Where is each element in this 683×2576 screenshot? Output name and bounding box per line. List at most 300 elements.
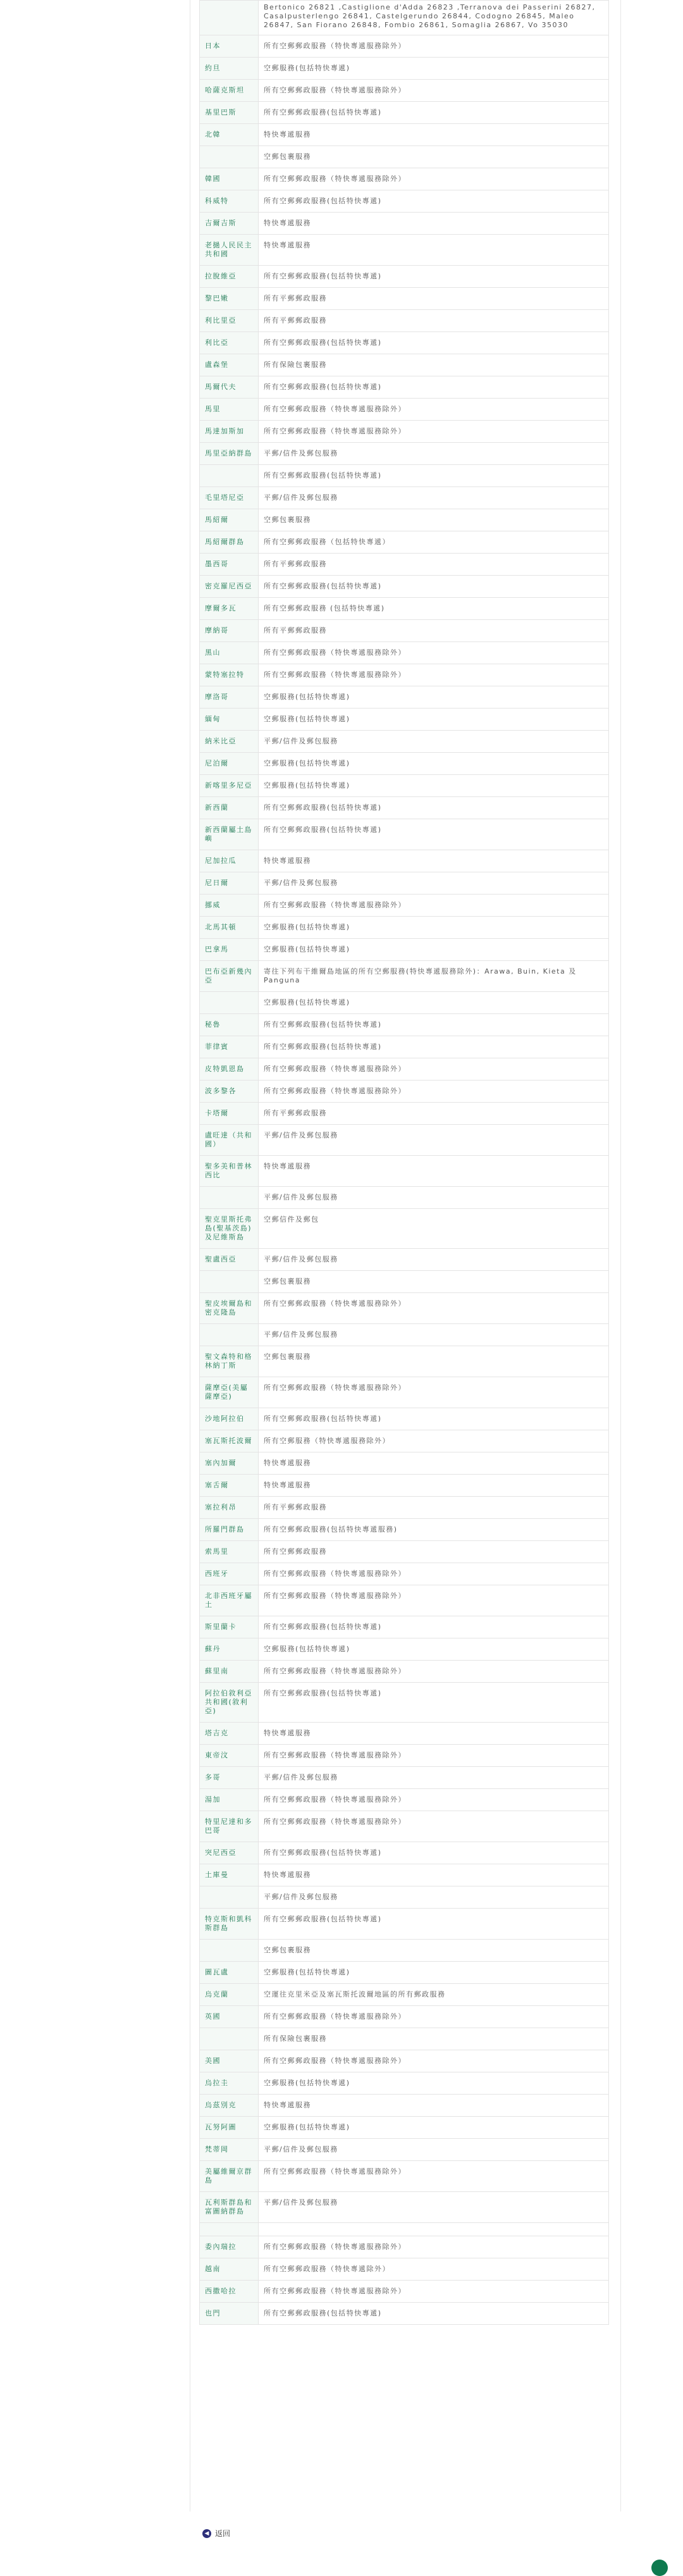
service-cell: 空郵服務(包括特快專遞) [259, 58, 609, 80]
country-cell: 瓦努阿圖 [200, 2117, 259, 2139]
service-cell: 所有空郵郵政服務(包括特快專遞) [259, 1842, 609, 1864]
country-cell: 新西蘭屬土島嶼 [200, 819, 259, 850]
service-cell: 特快專遞服務 [259, 235, 609, 266]
table-row [200, 1430, 609, 1452]
country-cell: 阿拉伯敘利亞共和國(敘利亞) [200, 1683, 259, 1723]
table-row [200, 399, 609, 421]
country-cell: 老撾人民民主共和國 [200, 235, 259, 266]
service-cell: 空運往克里米亞及塞瓦斯托波爾地區的所有郵政服務 [259, 1984, 609, 2006]
country-cell: 皮特凱恩島 [200, 1058, 259, 1081]
country-cell: 韓國 [200, 168, 259, 190]
service-cell: 空郵包裹服務 [259, 146, 609, 168]
country-cell: 塞拉利昂 [200, 1497, 259, 1519]
service-cell: 所有平郵郵政服務 [259, 620, 609, 642]
country-cell [200, 146, 259, 168]
country-cell: 拉脫維亞 [200, 266, 259, 288]
service-cell: 所有空郵郵政服務(包括特快專遞) [259, 1036, 609, 1058]
table-row [200, 1271, 609, 1293]
suspension-table [199, 0, 609, 2325]
country-cell: 基里巴斯 [200, 102, 259, 124]
country-cell [200, 2028, 259, 2050]
service-cell: 所有空郵郵政服務(包括特快專遞) [259, 1616, 609, 1638]
country-cell: 納米比亞 [200, 731, 259, 753]
service-cell: 所有空郵郵政服務(包括特快專遞服務) [259, 1519, 609, 1541]
country-cell: 特里尼達和多巴哥 [200, 1811, 259, 1842]
table-row [200, 1864, 609, 1886]
service-cell: 所有空郵郵政服務(包括特快專遞) [259, 190, 609, 213]
service-cell: 空郵服務(包括特快專遞) [259, 1962, 609, 1984]
service-cell: 所有空郵郵政服務（特快專遞服務除外） [259, 168, 609, 190]
country-cell: 挪威 [200, 895, 259, 917]
country-cell: 土庫曼 [200, 1864, 259, 1886]
country-cell: 瓦利斯群島和富圖納群島 [200, 2192, 259, 2223]
table-row [200, 1081, 609, 1103]
table-row [200, 1293, 609, 1324]
back-link[interactable] [202, 2528, 230, 2539]
table-row [200, 1767, 609, 1789]
table-row [200, 709, 609, 731]
back-label: 返回 [215, 2529, 231, 2538]
country-cell: 吉爾吉斯 [200, 213, 259, 235]
country-cell: 蒙特塞拉特 [200, 664, 259, 686]
service-cell: 空郵包裹服務 [259, 1271, 609, 1293]
service-cell: 所有空郵郵政服務（特快專遞服務除外） [259, 399, 609, 421]
table-row [200, 146, 609, 168]
table-row [200, 1452, 609, 1475]
table-row [200, 731, 609, 753]
service-cell: 空郵服務(包括特快專遞) [259, 917, 609, 939]
service-cell: 所有空郵郵政服務（特快專遞服務除外） [259, 1563, 609, 1585]
table-row [200, 819, 609, 850]
country-cell: 秘魯 [200, 1014, 259, 1036]
service-cell: 所有平郵郵政服務 [259, 1497, 609, 1519]
service-cell: 空郵服務(包括特快專遞) [259, 939, 609, 961]
service-cell: 所有平郵郵政服務 [259, 288, 609, 310]
service-cell: 所有空郵郵政服務(包括特快專遞) [259, 376, 609, 399]
table-row [200, 266, 609, 288]
country-cell: 盧森堡 [200, 354, 259, 376]
country-cell: 利比里亞 [200, 310, 259, 332]
country-cell: 也門 [200, 2303, 259, 2325]
service-cell: 空郵服務(包括特快專遞) [259, 709, 609, 731]
service-cell: 所有空郵郵政服務(包括特快專遞) [259, 266, 609, 288]
table-row [200, 310, 609, 332]
table-row [200, 1058, 609, 1081]
table-row [200, 872, 609, 895]
service-cell: 特快專遞服務 [259, 1864, 609, 1886]
service-cell: 所有空郵郵政服務（特快專遞服務除外） [259, 2236, 609, 2258]
service-cell: 特快專遞服務 [259, 850, 609, 872]
service-cell: 平郵/信件及郵包服務 [259, 1324, 609, 1346]
table-row [200, 465, 609, 487]
country-cell: 馬里 [200, 399, 259, 421]
service-cell: 特快專遞服務 [259, 124, 609, 146]
table-row [200, 1940, 609, 1962]
service-cell: 所有空郵郵政服務（特快專遞除外） [259, 2258, 609, 2281]
table-row [200, 775, 609, 797]
service-cell: Bertonico 26821 ,Castiglione d'Adda 26823 ,Terranova dei Passerini 26827, Casalpusterlengo 26841, Castelgerundo 26844, Codogno 26845, Maleo 26847, San Fiorano 26848, Fombio 26861, Somaglia 26867, Vo 35030 [259, 1, 609, 35]
table-row [200, 1187, 609, 1209]
country-cell: 摩洛哥 [200, 686, 259, 709]
table-row [200, 1962, 609, 1984]
table-row [200, 1125, 609, 1156]
table-row [200, 554, 609, 576]
table-row [200, 354, 609, 376]
service-cell: 空郵服務(包括特快專遞) [259, 775, 609, 797]
table-row [200, 1842, 609, 1864]
table-row [200, 2303, 609, 2325]
table-row [200, 850, 609, 872]
country-cell: 突尼西亞 [200, 1842, 259, 1864]
service-cell: 平郵/信件及郵包服務 [259, 1886, 609, 1909]
table-row [200, 1886, 609, 1909]
table-row [200, 2006, 609, 2028]
table-row [200, 509, 609, 531]
table-row [200, 620, 609, 642]
service-cell: 所有空郵郵政服務（特快專遞服務除外） [259, 1058, 609, 1081]
service-cell: 所有空郵郵政服務(包括特快專遞) [259, 1408, 609, 1430]
service-cell: 平郵/信件及郵包服務 [259, 487, 609, 509]
country-cell: 黑山 [200, 642, 259, 664]
service-cell: 所有空郵郵政服務（特快專遞服務除外） [259, 895, 609, 917]
country-cell: 美國 [200, 2050, 259, 2072]
country-cell [200, 1271, 259, 1293]
table-row [200, 1616, 609, 1638]
table-row [200, 102, 609, 124]
table-row [200, 190, 609, 213]
service-cell: 所有平郵郵政服務 [259, 310, 609, 332]
country-cell [200, 1187, 259, 1209]
country-cell: 英國 [200, 2006, 259, 2028]
country-cell: 梵蒂岡 [200, 2139, 259, 2161]
country-cell: 特克斯和凱科斯群島 [200, 1909, 259, 1940]
service-cell: 特快專遞服務 [259, 213, 609, 235]
service-cell: 所有空郵郵政服務（特快專遞服務除外） [259, 2281, 609, 2303]
service-cell: 所有空郵郵政服務（特快專遞服務除外） [259, 642, 609, 664]
country-cell: 菲律賓 [200, 1036, 259, 1058]
table-row [200, 487, 609, 509]
service-cell: 所有空郵郵政服務（包括特快專遞） [259, 531, 609, 554]
country-cell: 馬爾代夫 [200, 376, 259, 399]
service-cell: 所有平郵郵政服務 [259, 1103, 609, 1125]
service-cell: 空郵服務(包括特快專遞) [259, 2072, 609, 2095]
table-row [200, 1346, 609, 1377]
country-cell: 斯里蘭卡 [200, 1616, 259, 1638]
service-cell: 所有保險包裹服務 [259, 2028, 609, 2050]
country-cell: 卡塔爾 [200, 1103, 259, 1125]
table-row [200, 961, 609, 992]
country-cell: 烏克蘭 [200, 1984, 259, 2006]
country-cell [200, 992, 259, 1014]
country-cell: 巴拿馬 [200, 939, 259, 961]
service-cell: 空郵服務(包括特快專遞) [259, 753, 609, 775]
service-cell [259, 2223, 609, 2236]
service-cell: 所有空郵郵政服務（特快專遞服務除外） [259, 2161, 609, 2192]
service-cell: 平郵/信件及郵包服務 [259, 1249, 609, 1271]
service-cell: 所有空郵郵政服務(包括特快專遞) [259, 576, 609, 598]
table-row [200, 2117, 609, 2139]
country-cell: 所羅門群島 [200, 1519, 259, 1541]
country-cell: 馬達加斯加 [200, 421, 259, 443]
table-row [200, 1377, 609, 1408]
table-row [200, 664, 609, 686]
country-cell: 西班牙 [200, 1563, 259, 1585]
country-cell: 摩爾多瓦 [200, 598, 259, 620]
service-cell: 所有空郵郵政服務(包括特快專遞) [259, 1683, 609, 1723]
table-row [200, 58, 609, 80]
service-cell: 所有空郵郵政服務(包括特快專遞) [259, 332, 609, 354]
table-row [200, 895, 609, 917]
table-row [200, 1408, 609, 1430]
service-cell: 平郵/信件及郵包服務 [259, 872, 609, 895]
service-cell: 所有空郵郵政服務（特快專遞服務除外） [259, 1811, 609, 1842]
table-body [200, 1, 609, 2325]
service-cell: 平郵/信件及郵包服務 [259, 1125, 609, 1156]
service-cell: 所有空郵郵政服務（特快專遞服務除外） [259, 1585, 609, 1616]
service-cell: 空郵包裹服務 [259, 1346, 609, 1377]
table-row [200, 2095, 609, 2117]
country-cell: 摩納哥 [200, 620, 259, 642]
table-row [200, 1014, 609, 1036]
country-cell: 尼加拉瓜 [200, 850, 259, 872]
table-row [200, 80, 609, 102]
table-row [200, 1638, 609, 1661]
table-row [200, 1519, 609, 1541]
service-cell: 所有空郵郵政服務(包括特快專遞) [259, 1909, 609, 1940]
table-row [200, 917, 609, 939]
country-cell: 塞舌爾 [200, 1475, 259, 1497]
table-row [200, 2236, 609, 2258]
country-cell: 聖文森特和格林納丁斯 [200, 1346, 259, 1377]
service-cell: 平郵/信件及郵包服務 [259, 1767, 609, 1789]
service-cell: 所有空郵郵政服務（特快專遞服務除外） [259, 1789, 609, 1811]
table-row [200, 2072, 609, 2095]
service-cell: 空郵服務(包括特快專遞) [259, 992, 609, 1014]
service-cell: 特快專遞服務 [259, 1475, 609, 1497]
service-cell: 所有空郵郵政服務(包括特快專遞) [259, 102, 609, 124]
table-row [200, 213, 609, 235]
country-cell: 多哥 [200, 1767, 259, 1789]
table-row [200, 1811, 609, 1842]
service-cell: 特快專遞服務 [259, 1452, 609, 1475]
back-to-top-button[interactable] [651, 2560, 668, 2576]
table-row [200, 1661, 609, 1683]
country-cell [200, 1324, 259, 1346]
table-row [200, 1475, 609, 1497]
country-cell: 蘇丹 [200, 1638, 259, 1661]
service-cell: 空郵服務(包括特快專遞) [259, 686, 609, 709]
table-row [200, 642, 609, 664]
table-row [200, 1585, 609, 1616]
country-cell: 索馬里 [200, 1541, 259, 1563]
country-cell: 新西蘭 [200, 797, 259, 819]
service-cell: 空郵服務(包括特快專遞) [259, 2117, 609, 2139]
country-cell: 尼日爾 [200, 872, 259, 895]
table-row [200, 2223, 609, 2236]
country-cell: 美屬維爾京群島 [200, 2161, 259, 2192]
table-row [200, 2192, 609, 2223]
country-cell: 黎巴嫩 [200, 288, 259, 310]
country-cell: 尼泊爾 [200, 753, 259, 775]
country-cell: 西撒哈拉 [200, 2281, 259, 2303]
table-row [200, 753, 609, 775]
service-cell: 所有空郵服務（特快專遞服務除外） [259, 1430, 609, 1452]
service-cell: 所有空郵郵政服務（特快專遞服務除外） [259, 1081, 609, 1103]
country-cell [200, 1940, 259, 1962]
table-row [200, 1789, 609, 1811]
service-cell: 所有空郵郵政服務（特快專遞服務除外） [259, 35, 609, 58]
service-cell: 平郵/信件及郵包服務 [259, 443, 609, 465]
service-cell: 所有保險包裹服務 [259, 354, 609, 376]
service-cell: 所有空郵郵政服務（特快專遞服務除外） [259, 664, 609, 686]
country-cell: 聖皮埃爾島和密克隆島 [200, 1293, 259, 1324]
table-row [200, 2281, 609, 2303]
table-row [200, 168, 609, 190]
service-cell: 平郵/信件及郵包服務 [259, 731, 609, 753]
country-cell: 北非西班牙屬土 [200, 1585, 259, 1616]
country-cell: 東帝汶 [200, 1745, 259, 1767]
country-cell: 塞瓦斯托波爾 [200, 1430, 259, 1452]
service-cell: 所有平郵郵政服務 [259, 554, 609, 576]
service-cell: 平郵/信件及郵包服務 [259, 2139, 609, 2161]
service-cell: 所有空郵郵政服務(包括特快專遞) [259, 819, 609, 850]
country-cell [200, 1, 259, 35]
country-cell: 北馬其頓 [200, 917, 259, 939]
table-row [200, 2139, 609, 2161]
table-row [200, 124, 609, 146]
country-cell: 馬里亞納群島 [200, 443, 259, 465]
table-row [200, 1, 609, 35]
table-row [200, 1541, 609, 1563]
country-cell: 密克羅尼西亞 [200, 576, 259, 598]
service-cell: 所有空郵郵政服務（特快專遞服務除外） [259, 80, 609, 102]
country-cell: 科威特 [200, 190, 259, 213]
table-row [200, 376, 609, 399]
table-row [200, 288, 609, 310]
table-row [200, 235, 609, 266]
country-cell: 緬甸 [200, 709, 259, 731]
service-cell: 特快專遞服務 [259, 1156, 609, 1187]
table-row [200, 686, 609, 709]
table-row [200, 1683, 609, 1723]
country-cell: 越南 [200, 2258, 259, 2281]
table-row [200, 1723, 609, 1745]
country-cell: 約旦 [200, 58, 259, 80]
country-cell: 巴布亞新幾內亞 [200, 961, 259, 992]
country-cell: 新喀里多尼亞 [200, 775, 259, 797]
country-cell: 薩摩亞(美屬薩摩亞) [200, 1377, 259, 1408]
country-cell: 烏拉圭 [200, 2072, 259, 2095]
service-cell: 所有空郵郵政服務(包括特快專遞) [259, 1014, 609, 1036]
service-cell: 所有空郵郵政服務 (包括特快專遞) [259, 598, 609, 620]
country-cell: 墨西哥 [200, 554, 259, 576]
country-cell: 烏茲別克 [200, 2095, 259, 2117]
service-cell: 所有空郵郵政服務（特快專遞服務除外） [259, 421, 609, 443]
service-cell: 特快專遞服務 [259, 2095, 609, 2117]
country-cell: 圖瓦盧 [200, 1962, 259, 1984]
country-cell: 毛里塔尼亞 [200, 487, 259, 509]
table-row [200, 443, 609, 465]
country-cell: 委內瑞拉 [200, 2236, 259, 2258]
country-cell: 馬紹爾 [200, 509, 259, 531]
table-row [200, 1745, 609, 1767]
country-cell: 沙地阿拉伯 [200, 1408, 259, 1430]
table-row [200, 1249, 609, 1271]
table-row [200, 2258, 609, 2281]
arrow-left-icon: ◀ [202, 2529, 211, 2538]
country-cell: 塞內加爾 [200, 1452, 259, 1475]
table-row [200, 1497, 609, 1519]
country-cell: 聖克里斯托弗島(聖基茨島)及尼維斯島 [200, 1209, 259, 1249]
table-row [200, 1209, 609, 1249]
table-row [200, 576, 609, 598]
service-cell: 平郵/信件及郵包服務 [259, 2192, 609, 2223]
country-cell: 北韓 [200, 124, 259, 146]
country-cell: 馬紹爾群島 [200, 531, 259, 554]
service-cell: 空郵服務(包括特快專遞) [259, 1638, 609, 1661]
table-row [200, 1324, 609, 1346]
country-cell [200, 465, 259, 487]
table-row [200, 2050, 609, 2072]
table-row [200, 1156, 609, 1187]
country-cell: 盧旺達（共和國） [200, 1125, 259, 1156]
service-cell: 所有空郵郵政服務（特快專遞服務除外） [259, 2050, 609, 2072]
country-cell: 塔吉克 [200, 1723, 259, 1745]
service-cell: 所有空郵郵政服務（特快專遞服務除外） [259, 1661, 609, 1683]
service-cell: 所有空郵郵政服務（特快專遞服務除外） [259, 2006, 609, 2028]
service-cell: 所有空郵郵政服務（特快專遞服務除外） [259, 1745, 609, 1767]
country-cell [200, 1886, 259, 1909]
table-row [200, 2028, 609, 2050]
table-row [200, 939, 609, 961]
service-cell: 所有空郵郵政服務(包括特快專遞) [259, 2303, 609, 2325]
table-row [200, 2161, 609, 2192]
country-cell: 日本 [200, 35, 259, 58]
table-row [200, 1036, 609, 1058]
table-row [200, 421, 609, 443]
country-cell: 蘇里南 [200, 1661, 259, 1683]
country-cell: 波多黎各 [200, 1081, 259, 1103]
service-cell: 所有空郵郵政服務 [259, 1541, 609, 1563]
country-cell: 利比亞 [200, 332, 259, 354]
table-row [200, 598, 609, 620]
service-cell: 特快專遞服務 [259, 1723, 609, 1745]
table-row [200, 1909, 609, 1940]
service-cell: 平郵/信件及郵包服務 [259, 1187, 609, 1209]
service-cell: 所有空郵郵政服務（特快專遞服務除外） [259, 1293, 609, 1324]
service-cell: 空郵包裹服務 [259, 1940, 609, 1962]
table-row [200, 992, 609, 1014]
country-cell: 聖多美和普林西比 [200, 1156, 259, 1187]
country-cell: 湯加 [200, 1789, 259, 1811]
table-row [200, 1984, 609, 2006]
service-cell: 寄往下列布干維爾島地區的所有空郵服務(特快專遞服務除外)：Arawa, Buin, Kieta 及 Panguna [259, 961, 609, 992]
table-row [200, 35, 609, 58]
country-cell: 聖盧西亞 [200, 1249, 259, 1271]
table-row [200, 1103, 609, 1125]
service-cell: 所有空郵郵政服務(包括特快專遞) [259, 465, 609, 487]
service-cell: 所有空郵郵政服務(包括特快專遞) [259, 797, 609, 819]
table-row [200, 797, 609, 819]
table-row [200, 531, 609, 554]
country-cell: 哈薩克斯坦 [200, 80, 259, 102]
table-row [200, 332, 609, 354]
service-cell: 空郵信件及郵包 [259, 1209, 609, 1249]
table-row [200, 1563, 609, 1585]
country-cell [200, 2223, 259, 2236]
service-cell: 所有空郵郵政服務（特快專遞服務除外） [259, 1377, 609, 1408]
service-cell: 空郵包裹服務 [259, 509, 609, 531]
